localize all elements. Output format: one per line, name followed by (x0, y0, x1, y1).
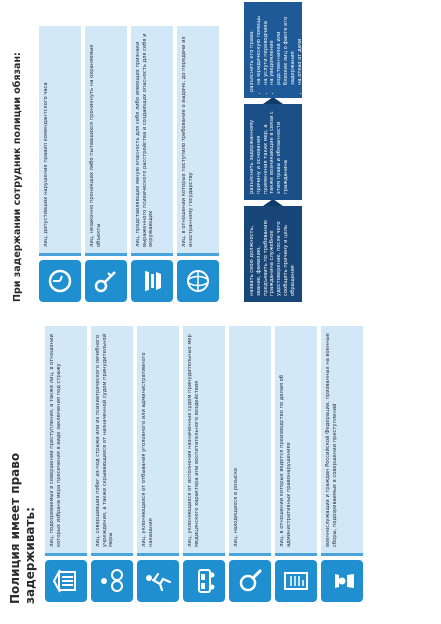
detain-item (182, 326, 226, 602)
detain-item (320, 326, 364, 602)
vehicle-icon (183, 560, 225, 602)
magnifier-icon (229, 560, 271, 602)
building-icon (45, 560, 87, 602)
rights-item: • на уведомление родственников или близких лиц о факте его задержания (269, 8, 296, 85)
arrow-right-icon (263, 199, 283, 206)
detain-item-text: лиц, подозреваемых в совершении преступления, а также лиц, в отношении которых избрана мера пресечения в виде заключения под стражу (45, 326, 87, 556)
running-person-icon (137, 560, 179, 602)
detain-item-text: лиц, находящихся в розыске (229, 326, 271, 556)
detain-item-text: лиц, совершивших побег из-под стражи или из психиатрического лечебного учреждения, а также скрывающихся от назначенной судом принудительной меры (91, 326, 133, 556)
rights-item: • на юридическую помощь (256, 8, 263, 85)
rights-item: • на услуги переводчика (263, 8, 270, 85)
clock-icon (39, 260, 81, 302)
keys-icon (85, 260, 127, 302)
obligation-step-1: назвать свою должность, звание, фамилию, предъявить по требованию гражданина служебное удостоверение, после чего сообщить причину и цель обращения (244, 206, 302, 302)
detain-item-text: лиц, уклоняющихся от отбывания уголовного или административного наказания (137, 326, 179, 556)
detain-item-text: военнослужащих и граждан Российской Федерации, призванных на военные сборы, подозреваемых в совершении преступлений (321, 326, 363, 556)
detain-item (38, 26, 82, 302)
obligation-step-3 (244, 2, 310, 98)
detain-item-text: лиц, допустивших нарушение правил комендантского часа (39, 26, 81, 256)
detain-item-text: лиц, в отношении которых ведется производство по делам об административных правонарушениях (275, 326, 317, 556)
detain-item-text: лиц, уклоняющихся от исполнения назначенных судом принудительных мер медицинского характера или воспитательного воздействия (183, 326, 225, 556)
arrow-right-icon (263, 97, 283, 104)
obligations-flow (244, 2, 310, 302)
detain-item-text: лиц, незаконно проникших либо пытавшихся проникнуть на охраняемые объекты (85, 26, 127, 256)
detain-item (84, 26, 128, 302)
detain-item (176, 26, 220, 302)
detain-item (44, 326, 88, 602)
globe-icon (177, 260, 219, 302)
rights-list (256, 8, 310, 92)
detain-item-text: лиц, представляющих явную опасность для себя либо имеющих признаки выраженного психического расстройства и создающих опасность для себя и окружающих (131, 26, 173, 256)
document-icon (275, 560, 317, 602)
escape-icon (91, 560, 133, 602)
emblem-icon (131, 260, 173, 302)
obligation-step-2: разъяснить задержанному причину и основания применения таких мер, а также возникающие в связи с этим права и обязанности гражданина (244, 104, 302, 200)
rights-item: • на отказ от дачи объяснения (297, 8, 311, 85)
detain-item (90, 326, 134, 602)
heading-obligations: При задержании сотрудник полиции обязан: (12, 52, 23, 302)
heading-detain: Полиция имеет право задерживать: (8, 452, 37, 604)
detain-item (274, 326, 318, 602)
detain-item (136, 326, 180, 602)
detain-item (228, 326, 272, 602)
detain-item (130, 26, 174, 302)
detain-item-text: лиц, в отношении которых поступило требование о выдаче, до передачи их иностранному государству (177, 26, 219, 256)
soldier-icon (321, 560, 363, 602)
obligation-step-3-text: разъяснить его права: (249, 30, 255, 92)
